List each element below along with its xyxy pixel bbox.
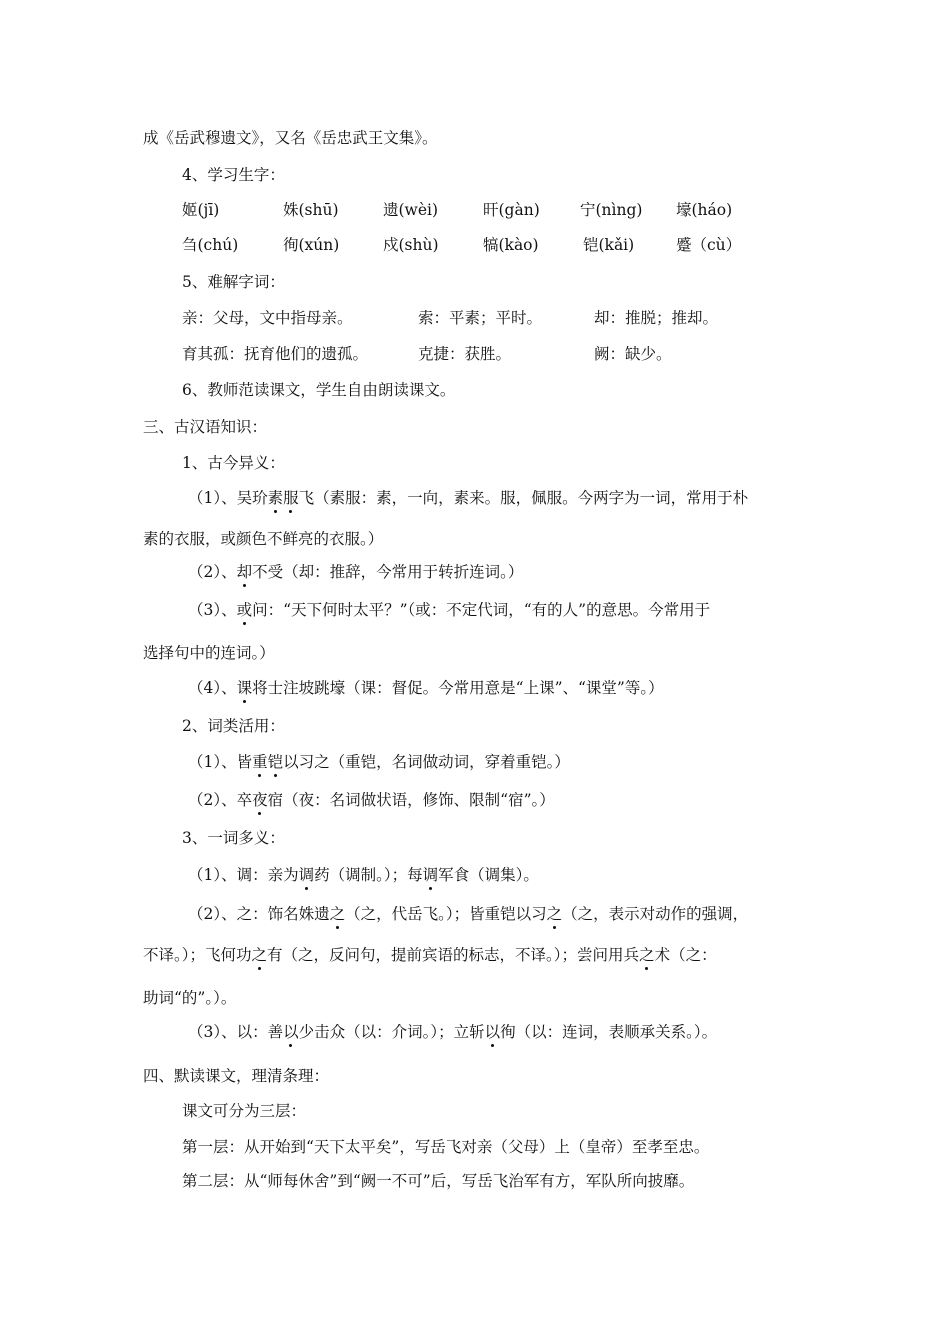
- emphasized-char: 重: [252, 753, 268, 771]
- emphasized-char: 或: [236, 601, 253, 619]
- emphasized-char: 之: [329, 905, 346, 923]
- character-row-1: [0, 200, 950, 220]
- emphasized-char: 之: [251, 946, 268, 964]
- paragraph-line: [188, 1022, 717, 1042]
- emphasized-char: 之: [546, 905, 563, 923]
- paragraph-line: 助词“的”。）。: [143, 989, 237, 1007]
- character-item: 戍(shù): [383, 236, 439, 254]
- subsection-heading: 1、古今异义：: [182, 454, 285, 472]
- character-item: 犒(kào): [483, 236, 539, 254]
- text-run: 将士注坡跳壕（课：督促。今常用意是“上课”、“课堂”等。）: [252, 679, 664, 697]
- paragraph-line: 素的衣服，或颜色不鲜亮的衣服。）: [143, 530, 384, 548]
- paragraph-line: 选择句中的连词。）: [143, 644, 275, 662]
- character-item: 蹙（cù）: [676, 236, 742, 254]
- heading-learn-characters: 4、学习生字：: [182, 166, 285, 184]
- definition-item: 阙：缺少。: [594, 345, 672, 363]
- emphasized-char: 却: [236, 563, 253, 581]
- character-row-2: [0, 235, 950, 255]
- paragraph-line: [188, 678, 664, 698]
- text-run: （之，表示对动作的强调，: [562, 905, 749, 923]
- text-run: （1）、皆: [188, 753, 253, 771]
- emphasized-char: 课: [236, 679, 253, 697]
- paragraph-line: [143, 945, 717, 965]
- emphasized-char: 以: [283, 1023, 299, 1041]
- subsection-heading: 3、一词多义：: [182, 829, 285, 847]
- emphasized-char: 调: [298, 866, 315, 884]
- paragraph-line: [188, 790, 555, 810]
- text-run: 飞（素服：素，一向，素来。服，佩服。今两字为一词，常用于朴: [298, 489, 749, 507]
- paragraph-line: [188, 600, 710, 620]
- text-run: 徇（以：连词，表顺承关系。）。: [500, 1023, 718, 1041]
- definition-item: 育其孤：抚育他们的遗孤。: [182, 345, 369, 363]
- text-run: （1）、调：亲为: [188, 866, 299, 884]
- character-item: 遗(wèi): [383, 201, 438, 219]
- text-run: 少击众（以：介词。）；立斩: [298, 1023, 485, 1041]
- definition-row-1: [0, 308, 950, 328]
- paragraph-line: [188, 752, 570, 772]
- character-item: 姝(shū): [283, 201, 339, 219]
- definition-row-2: [0, 344, 950, 364]
- text-run: 以习之（重铠，名词做动词，穿着重铠。）: [283, 753, 570, 771]
- paragraph-line: [188, 488, 748, 508]
- definition-item: 亲：父母，文中指母亲。: [182, 309, 353, 327]
- paragraph-line: [188, 865, 539, 885]
- text-run: 有（之，反问句，提前宾语的标志，不译。）；尝问用兵: [267, 946, 640, 964]
- paragraph-line: [188, 904, 748, 924]
- emphasized-char: 服: [283, 489, 299, 507]
- definition-item: 索：平素；平时。: [418, 309, 543, 327]
- paragraph-line: 第一层：从开始到“天下太平矣”，写岳飞对亲（父母）上（皇帝）至孝至忠。: [182, 1138, 710, 1156]
- character-item: 旰(gàn): [483, 201, 540, 219]
- emphasized-char: 调: [422, 866, 439, 884]
- character-item: 姬(jī): [182, 201, 220, 219]
- emphasized-char: 夜: [252, 791, 268, 809]
- text-run: （之，代岳飞。）；皆重铠以习: [345, 905, 547, 923]
- emphasized-char: 素: [267, 489, 284, 507]
- character-item: 宁(nìng): [580, 201, 643, 219]
- text-run: 药（调制。）；每: [314, 866, 423, 884]
- subsection-heading: 2、词类活用：: [182, 717, 285, 735]
- section-heading: 三、古汉语知识：: [143, 418, 268, 436]
- character-item: 刍(chú): [182, 236, 239, 254]
- text-run: （4）、: [188, 679, 237, 697]
- character-item: 铠(kǎi): [583, 236, 635, 254]
- text-run: 宿（夜：名词做状语，修饰、限制“宿”。）: [267, 791, 555, 809]
- emphasized-char: 铠: [267, 753, 284, 771]
- text-run: （3）、以：善: [188, 1023, 284, 1041]
- character-item: 徇(xún): [283, 236, 340, 254]
- definition-item: 克捷：获胜。: [418, 345, 512, 363]
- paragraph-line: 成《岳武穆遗文》，又名《岳忠武王文集》。: [143, 129, 438, 147]
- text-run: （2）、之：饰名姝遗: [188, 905, 330, 923]
- definition-item: 却：推脱；推却。: [594, 309, 719, 327]
- paragraph-line: [188, 562, 523, 582]
- text-run: （3）、: [188, 601, 237, 619]
- text-run: 问：“天下何时太平？”（或：不定代词，“有的人”的意思。今常用于: [252, 601, 711, 619]
- text-run: 术（之：: [654, 946, 717, 964]
- text-run: （2）、卒: [188, 791, 253, 809]
- text-run: 不译。）；飞何功: [143, 946, 252, 964]
- emphasized-char: 以: [484, 1023, 501, 1041]
- section-heading: 四、默读课文，理清条理：: [143, 1067, 330, 1085]
- paragraph-line: 6、教师范读课文，学生自由朗读课文。: [182, 381, 456, 399]
- text-run: 军食（调集）。: [438, 866, 539, 884]
- heading-difficult-words: 5、难解字词：: [182, 273, 285, 291]
- paragraph-line: 第二层：从“师每休舍”到“阙一不可”后，写岳飞治军有方，军队所向披靡。: [182, 1172, 695, 1190]
- text-run: （1）、吴玠: [188, 489, 268, 507]
- emphasized-char: 之: [639, 946, 655, 964]
- text-run: （2）、: [188, 563, 237, 581]
- paragraph-line: 课文可分为三层：: [182, 1102, 307, 1120]
- text-run: 不受（却：推辞，今常用于转折连词。）: [252, 563, 524, 581]
- character-item: 壕(háo): [676, 201, 733, 219]
